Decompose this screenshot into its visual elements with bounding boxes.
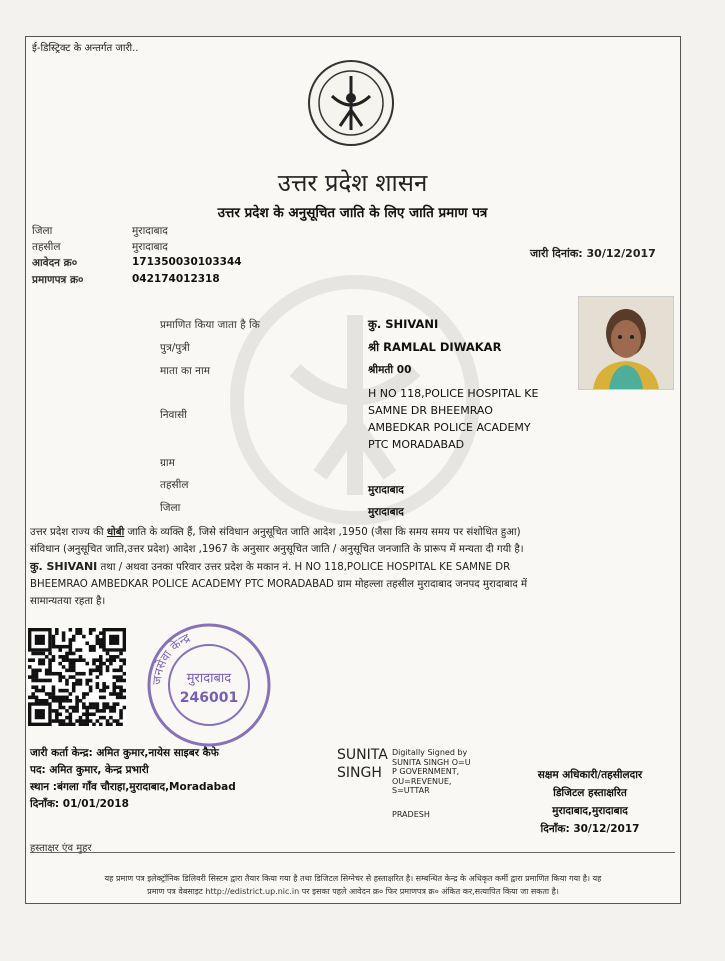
certificate-number: 042174012318 bbox=[132, 273, 220, 285]
signature-line: SUNITA SINGH O=U bbox=[392, 757, 471, 767]
issuer-block bbox=[30, 745, 236, 813]
tehsil-value: मुरादाबाद bbox=[132, 241, 168, 253]
seal-pincode: 246001 bbox=[179, 690, 239, 706]
village-label: ग्राम bbox=[160, 457, 175, 469]
authority-location: मुरादाबाद,मुरादाबाद bbox=[552, 805, 628, 817]
applicant-photo bbox=[578, 296, 674, 390]
digital-signature-details bbox=[392, 748, 471, 819]
issue-date-value: 30/12/2017 bbox=[586, 247, 656, 260]
address-block bbox=[368, 385, 538, 453]
person-photo-icon bbox=[579, 297, 673, 389]
caste-name: धोबी bbox=[106, 527, 125, 538]
authority-digital-note: डिजिटल हस्ताक्षरित bbox=[553, 787, 627, 799]
issue-date-label: जारी दिनांक: bbox=[530, 247, 583, 260]
authority-date bbox=[505, 820, 675, 838]
statement-line bbox=[30, 558, 680, 576]
seal-center-text: मुरादाबाद bbox=[186, 671, 232, 686]
address-line: H NO 118,POLICE HOSPITAL KE bbox=[368, 387, 539, 400]
mother-name: श्रीमती 00 bbox=[368, 364, 412, 376]
signature-line: P GOVERNMENT, bbox=[392, 767, 460, 776]
detail-district-label: जिला bbox=[160, 502, 181, 514]
center-seal-stamp-icon bbox=[146, 622, 272, 748]
header-note: ई-डिस्ट्रिक्ट के अन्तर्गत जारी.. bbox=[32, 43, 139, 54]
authority-date-label: दिनाँक: bbox=[540, 823, 570, 835]
authority-title: सक्षम अधिकारी/तहसीलदार bbox=[537, 769, 643, 781]
child-of-label: पुत्र/पुत्री bbox=[160, 342, 190, 354]
signer-first-name: SUNITA bbox=[337, 747, 388, 763]
applicant-name-inline: कु. SHIVANI bbox=[30, 560, 98, 573]
authority-block bbox=[505, 766, 675, 838]
address-line: SAMNE DR BHEEMRAO bbox=[368, 404, 493, 417]
authority-date-value: 30/12/2017 bbox=[573, 823, 640, 835]
issuer-date bbox=[30, 796, 236, 813]
father-name: श्री RAMLAL DIWAKAR bbox=[368, 340, 502, 354]
detail-district-value: मुरादाबाद bbox=[368, 506, 404, 518]
application-label: आवेदन क्र० bbox=[32, 257, 78, 269]
certificate-label: प्रमाणपत्र क्र० bbox=[32, 274, 84, 286]
statement-line bbox=[30, 524, 680, 541]
caste-statement bbox=[30, 524, 680, 610]
statement-text: तथा / अथवा उनका परिवार उत्तर प्रदेश के मकान नं. H NO 118,POLICE HOSPITAL KE SAMNE DR bbox=[97, 562, 511, 573]
signature-line: Digitally Signed by bbox=[392, 748, 468, 757]
signature-line: S=UTTAR bbox=[392, 786, 430, 795]
signature-label: हस्ताक्षर एंव मुहर bbox=[30, 843, 92, 854]
detail-tehsil-label: तहसील bbox=[160, 479, 189, 491]
applicant-name: कु. SHIVANI bbox=[368, 317, 439, 331]
footer-note bbox=[28, 872, 678, 898]
statement-text: उत्तर प्रदेश राज्य की bbox=[30, 527, 107, 538]
issuer-date-value: 01/01/2018 bbox=[62, 798, 129, 810]
signature-line: OU=REVENUE, bbox=[392, 776, 452, 786]
statement-line: सामान्यतया रहता है। bbox=[30, 596, 106, 607]
signature-line: PRADESH bbox=[392, 809, 430, 819]
issuer-post: पद: अमित कुमार, केन्द्र प्रभारी bbox=[30, 764, 149, 776]
statement-line: संविधान (अनुसूचित जाति,उत्तर प्रदेश) आदेश ,1967 के अनुसार अनुसूचित जाति / अनुसूचित जनजाति के प्रारूप में मन्यता दी गयी है। bbox=[30, 544, 524, 555]
up-government-emblem-icon bbox=[306, 58, 396, 148]
application-number: 171350030103344 bbox=[132, 256, 242, 268]
mother-label: माता का नाम bbox=[160, 365, 210, 377]
qr-code-icon bbox=[28, 628, 126, 726]
issuer-date-label: दिनाँक: bbox=[30, 798, 60, 810]
district-value: मुरादाबाद bbox=[132, 225, 168, 237]
tehsil-label: तहसील bbox=[32, 241, 61, 253]
footer-line: यह प्रमाण पत्र इलेक्ट्रॉनिक डिलिवरी सिस्टम द्वारा तैयार किया गया है तथा डिजिटल सिग्नेचर से हस्ताक्षरित है। सम्बन्धित केन्द्र के अधिकृत कर्मी द्वारा प्रमाणित किया गया है। यह bbox=[104, 874, 602, 883]
district-label: जिला bbox=[32, 225, 53, 237]
address-line: AMBEDKAR POLICE ACADEMY bbox=[368, 421, 531, 434]
footer-line: प्रमाण पत्र वेबसाइट http://edistrict.up.nic.in पर इसका पहले आवेदन क्र० फिर प्रमाणपत्र क्र० अंकित कर,सत्यापित किया जा सकता है। bbox=[147, 887, 559, 896]
statement-line: BHEEMRAO AMBEDKAR POLICE ACADEMY PTC MORADABAD ग्राम मोहल्ला तहसील मुरादाबाद जनपद मुरादाबाद में bbox=[30, 579, 528, 590]
issue-date bbox=[530, 246, 656, 261]
page-subtitle: उत्तर प्रदेश के अनुसूचित जाति के लिए जाति प्रमाण पत्र bbox=[217, 205, 488, 221]
seal-ring-text: जनसेवा केन्द्र bbox=[149, 630, 193, 686]
issuer-center: जारी कर्ता केन्द्र: अमित कुमार,नायेस साइबर कैफे bbox=[30, 747, 219, 759]
address-line: PTC MORADABAD bbox=[368, 438, 465, 451]
certified-label: प्रमाणित किया जाता है कि bbox=[160, 319, 260, 331]
signer-last-name: SINGH bbox=[337, 765, 382, 781]
detail-tehsil-value: मुरादाबाद bbox=[368, 484, 404, 496]
footer-divider bbox=[30, 852, 675, 853]
resident-label: निवासी bbox=[160, 409, 187, 421]
issuer-place: स्थान :बंगला गाँव चौराहा,मुरादाबाद,Moradabad bbox=[30, 781, 236, 793]
digital-signer-name bbox=[337, 746, 388, 782]
statement-text: जाति के व्यक्ति हैं, जिसे संविधान अनुसूचित जाति आदेश ,1950 (जैसा कि समय समय पर संशोधित हुआ) bbox=[124, 527, 521, 538]
page-title: उत्तर प्रदेश शासन bbox=[277, 169, 428, 197]
